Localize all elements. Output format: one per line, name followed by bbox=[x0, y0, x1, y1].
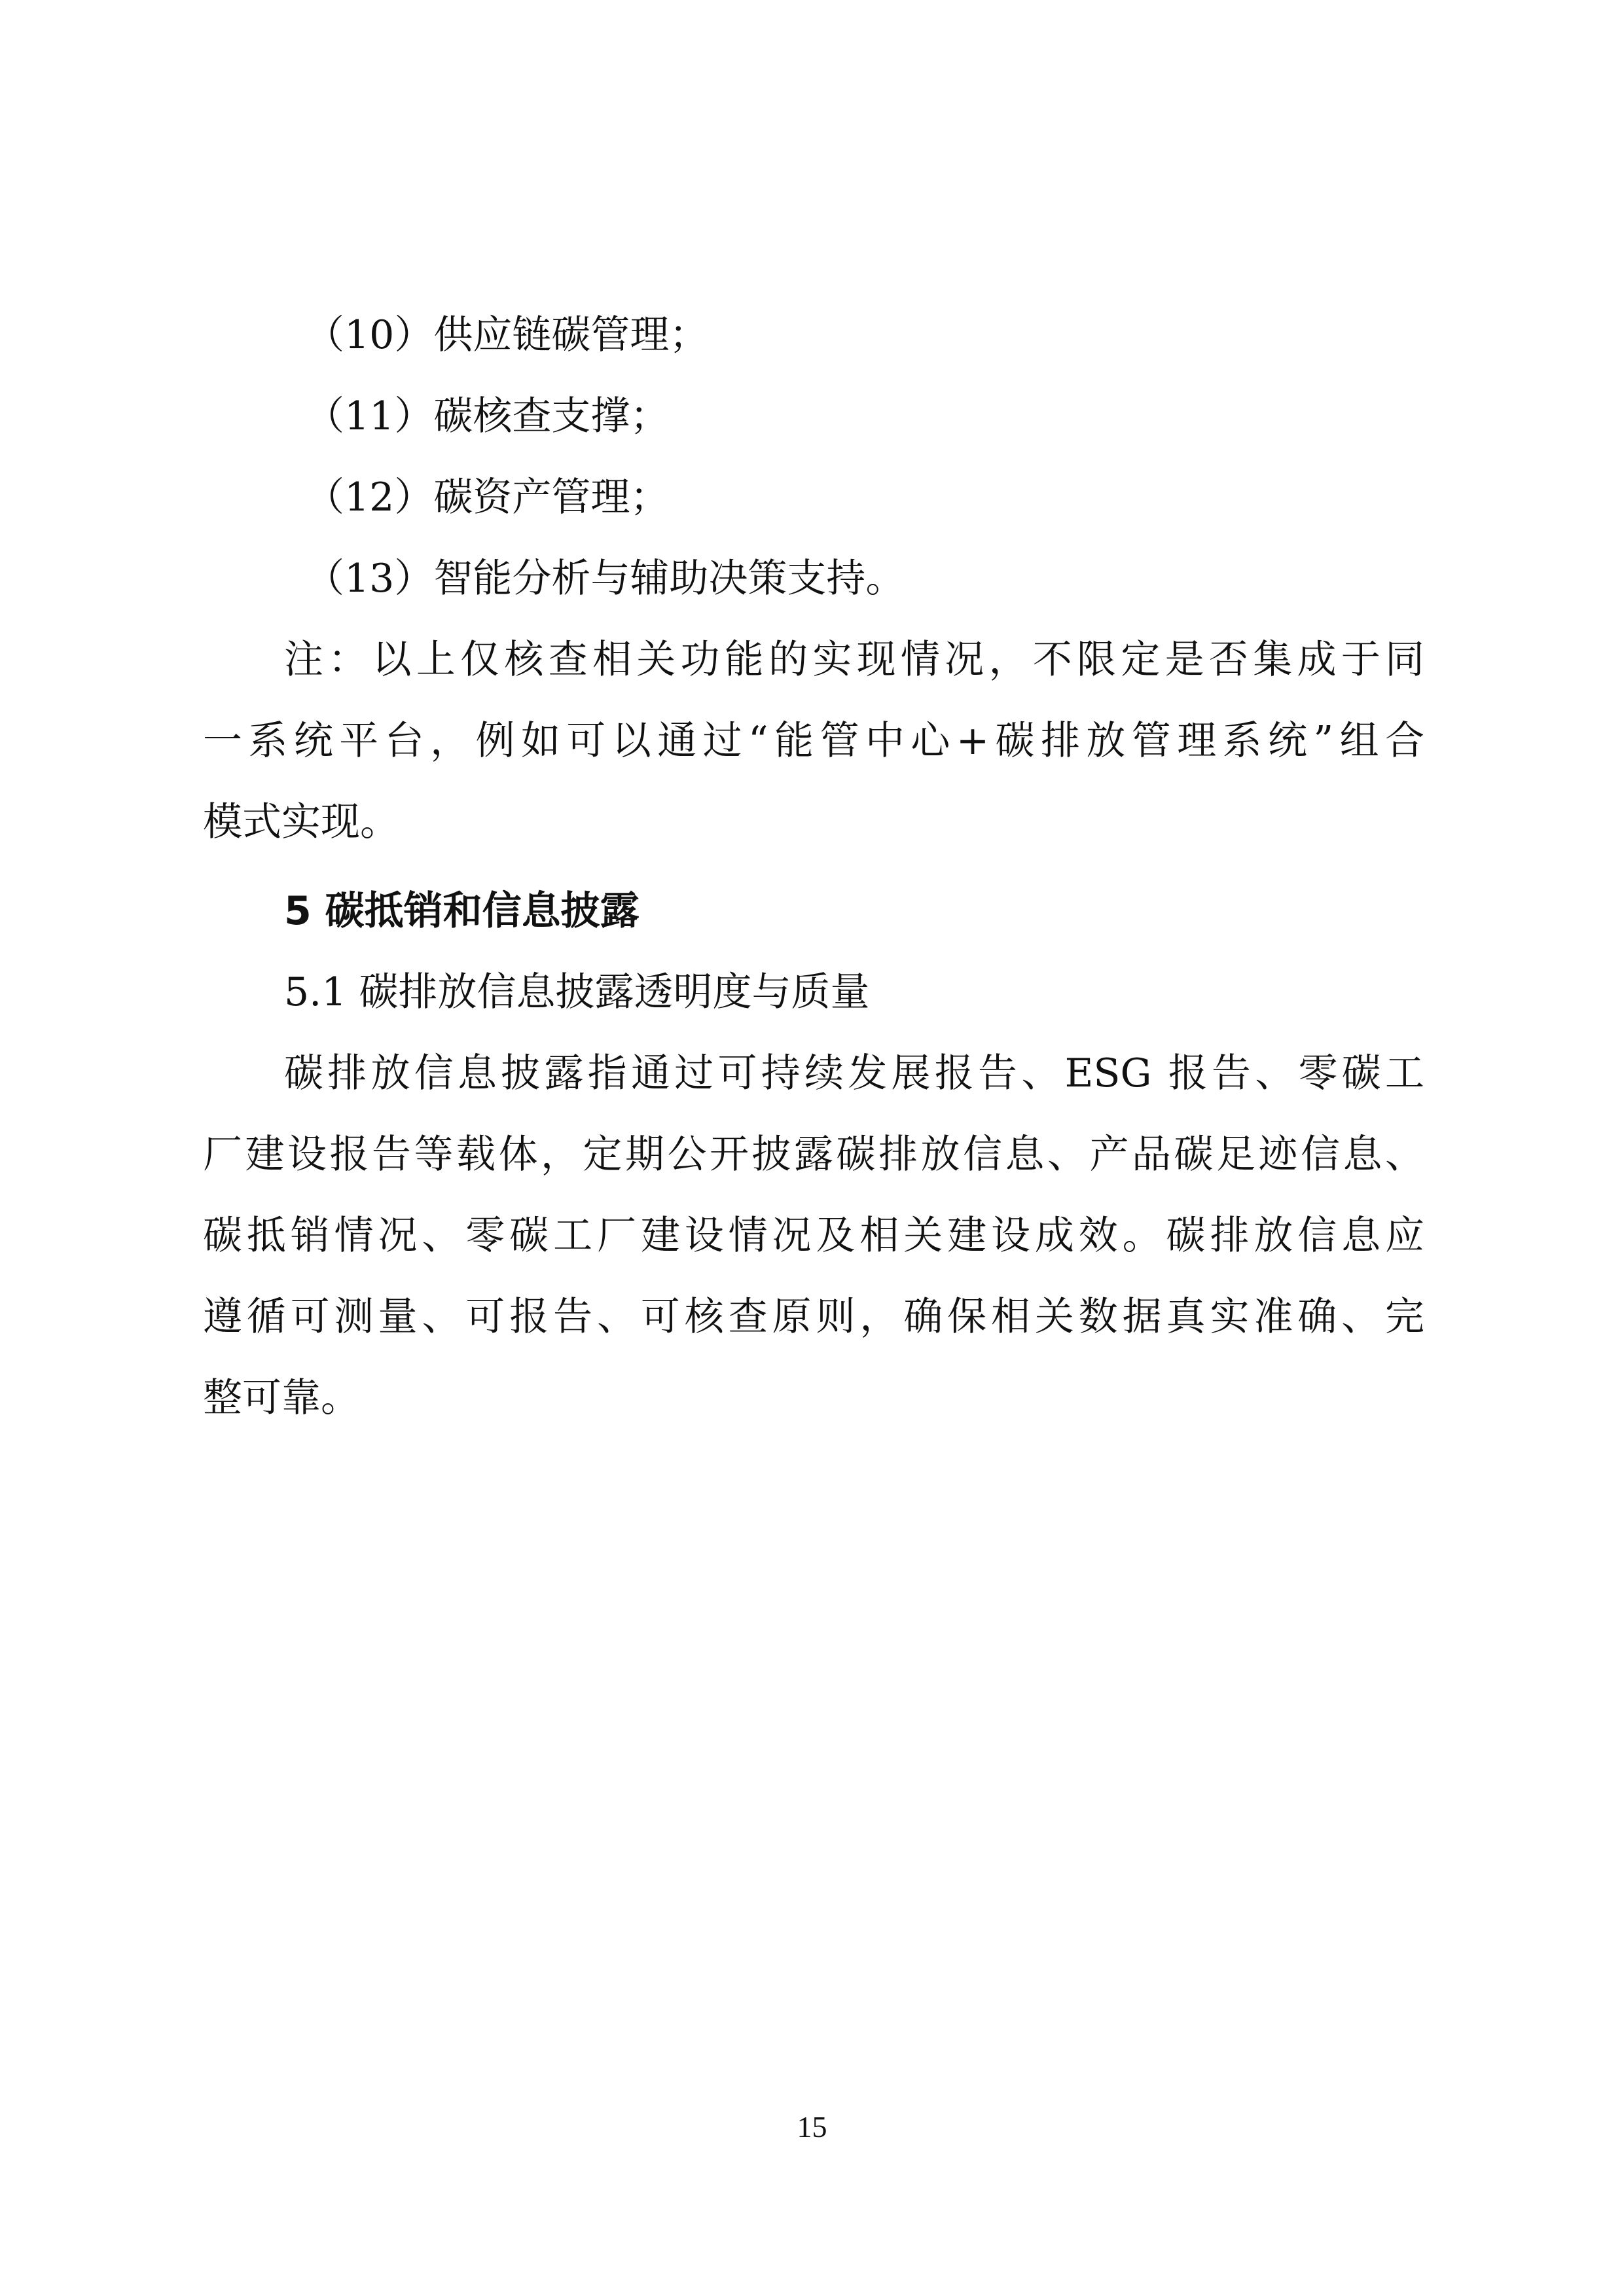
note-line-2: 一系统平台，例如可以通过“能管中心+碳排放管理系统”组合 bbox=[203, 718, 1424, 764]
paragraph-line-3: 碳抵销情况、零碳工厂建设情况及相关建设成效。碳排放信息应 bbox=[203, 1213, 1424, 1259]
paragraph-line-1: 碳排放信息披露指通过可持续发展报告、ESG 报告、零碳工 bbox=[284, 1050, 1424, 1096]
list-item-13: （13）智能分析与辅助决策支持。 bbox=[305, 556, 905, 601]
paragraph-line-5: 整可靠。 bbox=[203, 1375, 360, 1421]
paragraph-line-2: 厂建设报告等载体，定期公开披露碳排放信息、产品碳足迹信息、 bbox=[203, 1132, 1424, 1177]
note-line-1: 注：以上仅核查相关功能的实现情况，不限定是否集成于同 bbox=[284, 637, 1424, 683]
page-number: 15 bbox=[797, 2110, 827, 2144]
list-item-10: （10）供应链碳管理； bbox=[305, 312, 709, 358]
list-item-11: （11）碳核查支撑； bbox=[305, 393, 670, 439]
list-item-12: （12）碳资产管理； bbox=[305, 475, 670, 520]
section-subheading: 5.1 碳排放信息披露透明度与质量 bbox=[284, 969, 870, 1015]
note-line-3: 模式实现。 bbox=[203, 799, 399, 845]
paragraph-line-4: 遵循可测量、可报告、可核查原则，确保相关数据真实准确、完 bbox=[203, 1294, 1424, 1340]
section-heading: 5 碳抵销和信息披露 bbox=[284, 888, 640, 934]
